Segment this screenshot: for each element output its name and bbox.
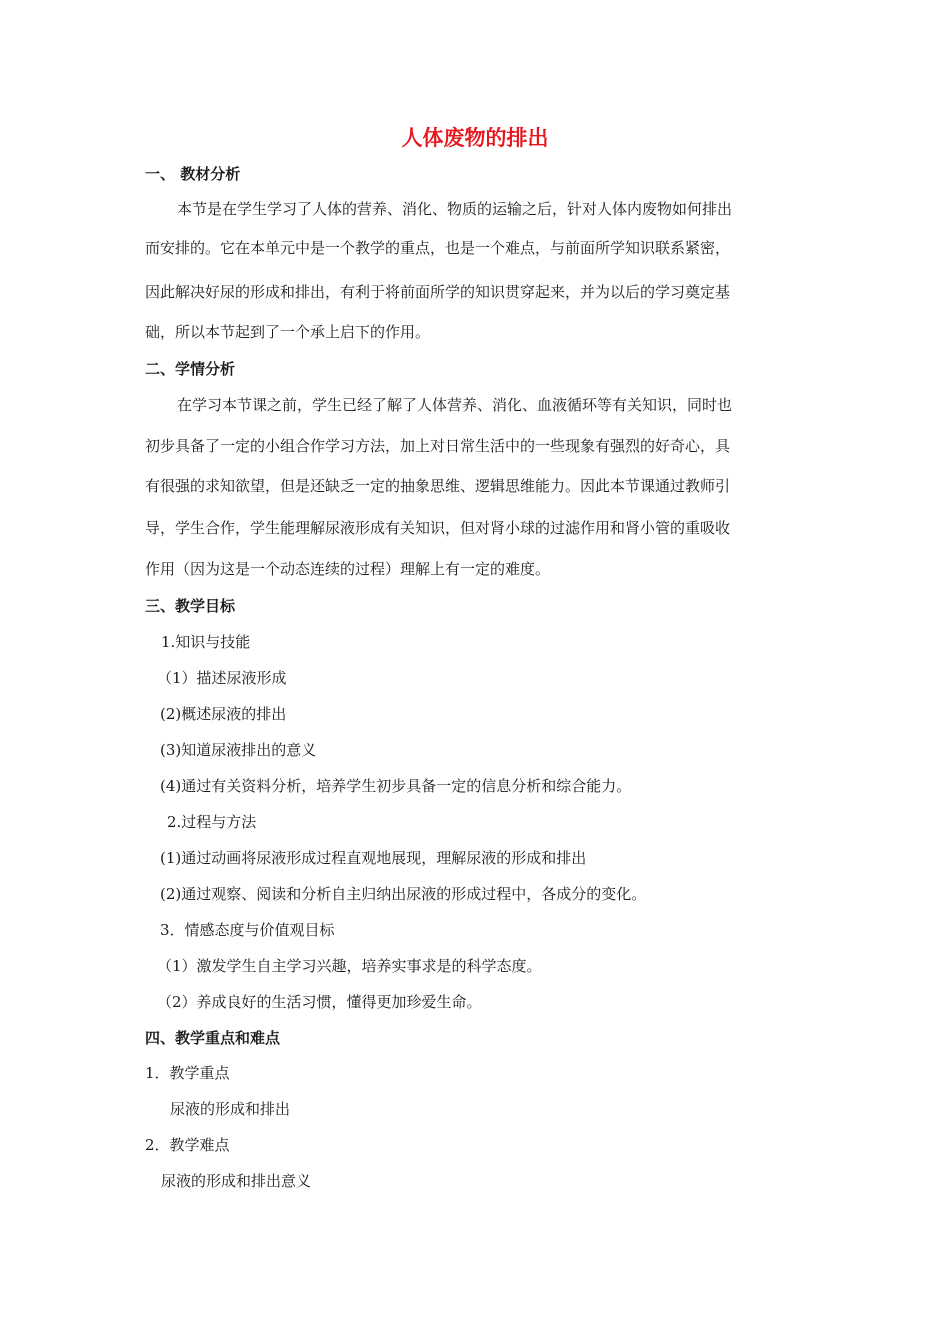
paragraph-line: 而安排的。它在本单元中是一个教学的重点，也是一个难点，与前面所学知识联系紧密， (145, 239, 731, 257)
objective-item: (1)通过动画将尿液形成过程直观地展现，理解尿液的形成和排出 (160, 849, 587, 867)
key-point-text: 尿液的形成和排出 (170, 1100, 291, 1118)
section-heading: 二、学情分析 (145, 360, 236, 378)
paragraph-line: 本节是在学生学习了人体的营养、消化、物质的运输之后，针对人体内废物如何排出 (177, 200, 733, 218)
objective-item: 2.过程与方法 (167, 813, 257, 831)
objective-item: 3．情感态度与价值观目标 (160, 921, 335, 939)
difficulty-label: 2．教学难点 (145, 1136, 230, 1154)
objective-item: 1.知识与技能 (161, 633, 251, 651)
objective-item: （1）激发学生自主学习兴趣，培养实事求是的科学态度。 (157, 957, 542, 975)
objective-item: (2)概述尿液的排出 (160, 705, 287, 723)
paragraph-line: 作用（因为这是一个动态连续的过程）理解上有一定的难度。 (145, 560, 551, 578)
paragraph-line: 础，所以本节起到了一个承上启下的作用。 (145, 323, 431, 341)
section-heading: 三、教学目标 (145, 597, 236, 615)
paragraph-line: 有很强的求知欲望，但是还缺乏一定的抽象思维、逻辑思维能力。因此本节课通过教师引 (145, 477, 731, 495)
section-heading: 四、教学重点和难点 (145, 1029, 281, 1047)
objective-item: (3)知道尿液排出的意义 (160, 741, 317, 759)
objective-item: (4)通过有关资料分析，培养学生初步具备一定的信息分析和综合能力。 (160, 777, 632, 795)
difficulty-text: 尿液的形成和排出意义 (161, 1172, 312, 1190)
objective-item: （1）描述尿液形成 (157, 669, 287, 687)
key-point-label: 1．教学重点 (145, 1064, 230, 1082)
paragraph-line: 导，学生合作，学生能理解尿液形成有关知识，但对肾小球的过滤作用和肾小管的重吸收 (145, 519, 731, 537)
section-heading: 一、 教材分析 (145, 165, 241, 183)
objective-item: (2)通过观察、阅读和分析自主归纳出尿液的形成过程中，各成分的变化。 (160, 885, 647, 903)
paragraph-line: 在学习本节课之前，学生已经了解了人体营养、消化、血液循环等有关知识，同时也 (177, 396, 733, 414)
paragraph-line: 初步具备了一定的小组合作学习方法，加上对日常生活中的一些现象有强烈的好奇心，具 (145, 437, 731, 455)
paragraph-line: 因此解决好尿的形成和排出，有利于将前面所学的知识贯穿起来，并为以后的学习奠定基 (145, 283, 731, 301)
objective-item: （2）养成良好的生活习惯，懂得更加珍爱生命。 (157, 993, 482, 1011)
document-title: 人体废物的排出 (401, 125, 549, 150)
